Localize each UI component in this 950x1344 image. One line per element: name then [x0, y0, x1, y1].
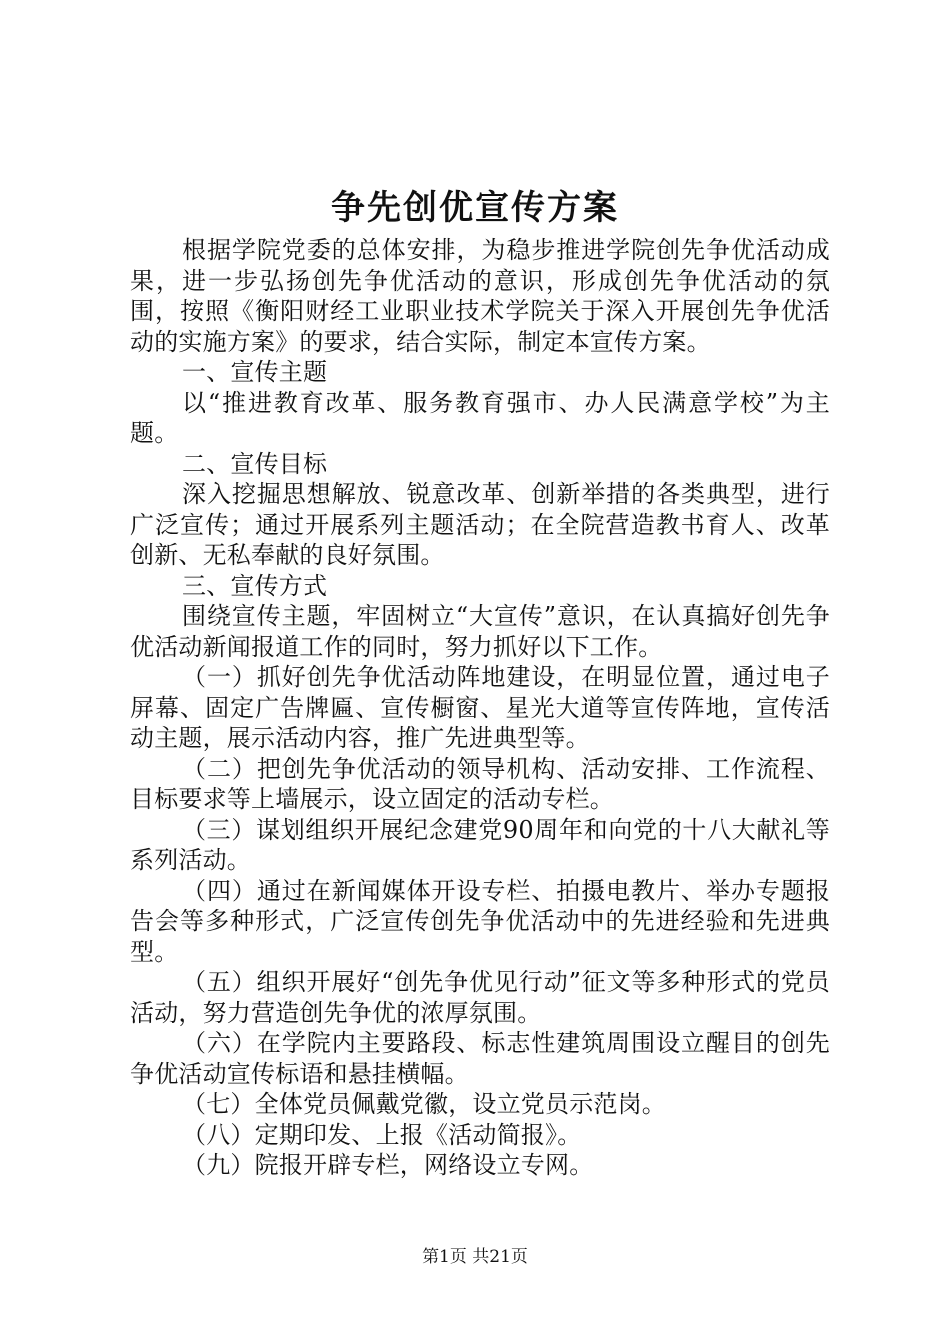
- list-item-6: （六）在学院内主要路段、标志性建筑周围设立醒目的创先争优活动宣传标语和悬挂横幅。: [130, 1029, 830, 1088]
- list-item-5: （五）组织开展好“创先争优见行动”征文等多种形式的党员活动，努力营造创先争优的浓厚氛围。: [130, 968, 830, 1027]
- list-item-8: （八）定期印发、上报《活动简报》。: [182, 1120, 582, 1149]
- document-body: [130, 235, 830, 1181]
- list-item-1: （一）抓好创先争优活动阵地建设，在明显位置，通过电子屏幕、固定广告牌匾、宣传橱窗、星光大道等宣传阵地，宣传活动主题，展示活动内容，推广先进典型等。: [130, 663, 830, 752]
- paragraph-goal: 深入挖掘思想解放、锐意改革、创新举措的各类典型，进行广泛宣传；通过开展系列主题活动；在全院营造教书育人、改革创新、无私奉献的良好氛围。: [130, 480, 830, 569]
- heading-theme: 一、宣传主题: [182, 358, 328, 386]
- paragraph-method: 围绕宣传主题，牢固树立“大宣传”意识，在认真搞好创先争优活动新闻报道工作的同时，努力抓好以下工作。: [130, 602, 830, 661]
- list-item-9: （九）院报开辟专栏，网络设立专网。: [182, 1151, 594, 1179]
- heading-goal: 二、宣传目标: [182, 449, 328, 478]
- list-item-2: （二）把创先争优活动的领导机构、活动安排、工作流程、目标要求等上墙展示，设立固定的活动专栏。: [130, 754, 830, 813]
- document-title: 争先创优宣传方案: [331, 188, 619, 228]
- list-item-3: （三）谋划组织开展纪念建党90周年和向党的十八大献礼等系列活动。: [130, 815, 830, 874]
- paragraph-theme: 以“推进教育改革、服务教育强市、办人民满意学校”为主题。: [130, 388, 830, 447]
- heading-method: 三、宣传方式: [182, 571, 328, 600]
- paragraph-intro: 根据学院党委的总体安排，为稳步推进学院创先争优活动成果，进一步弘扬创先争优活动的意识，形成创先争优活动的氛围，按照《衡阳财经工业职业技术学院关于深入开展创先争优活动的实施方案》的要求，结合实际，制定本宣传方案。: [130, 236, 830, 356]
- list-item-4: （四）通过在新闻媒体开设专栏、拍摄电教片、举办专题报告会等多种形式，广泛宣传创先争优活动中的先进经验和先进典型。: [130, 876, 830, 966]
- list-item-7: （七）全体党员佩戴党徽，设立党员示范岗。: [182, 1090, 666, 1118]
- page-number-footer: 第1页 共21页: [422, 1247, 528, 1267]
